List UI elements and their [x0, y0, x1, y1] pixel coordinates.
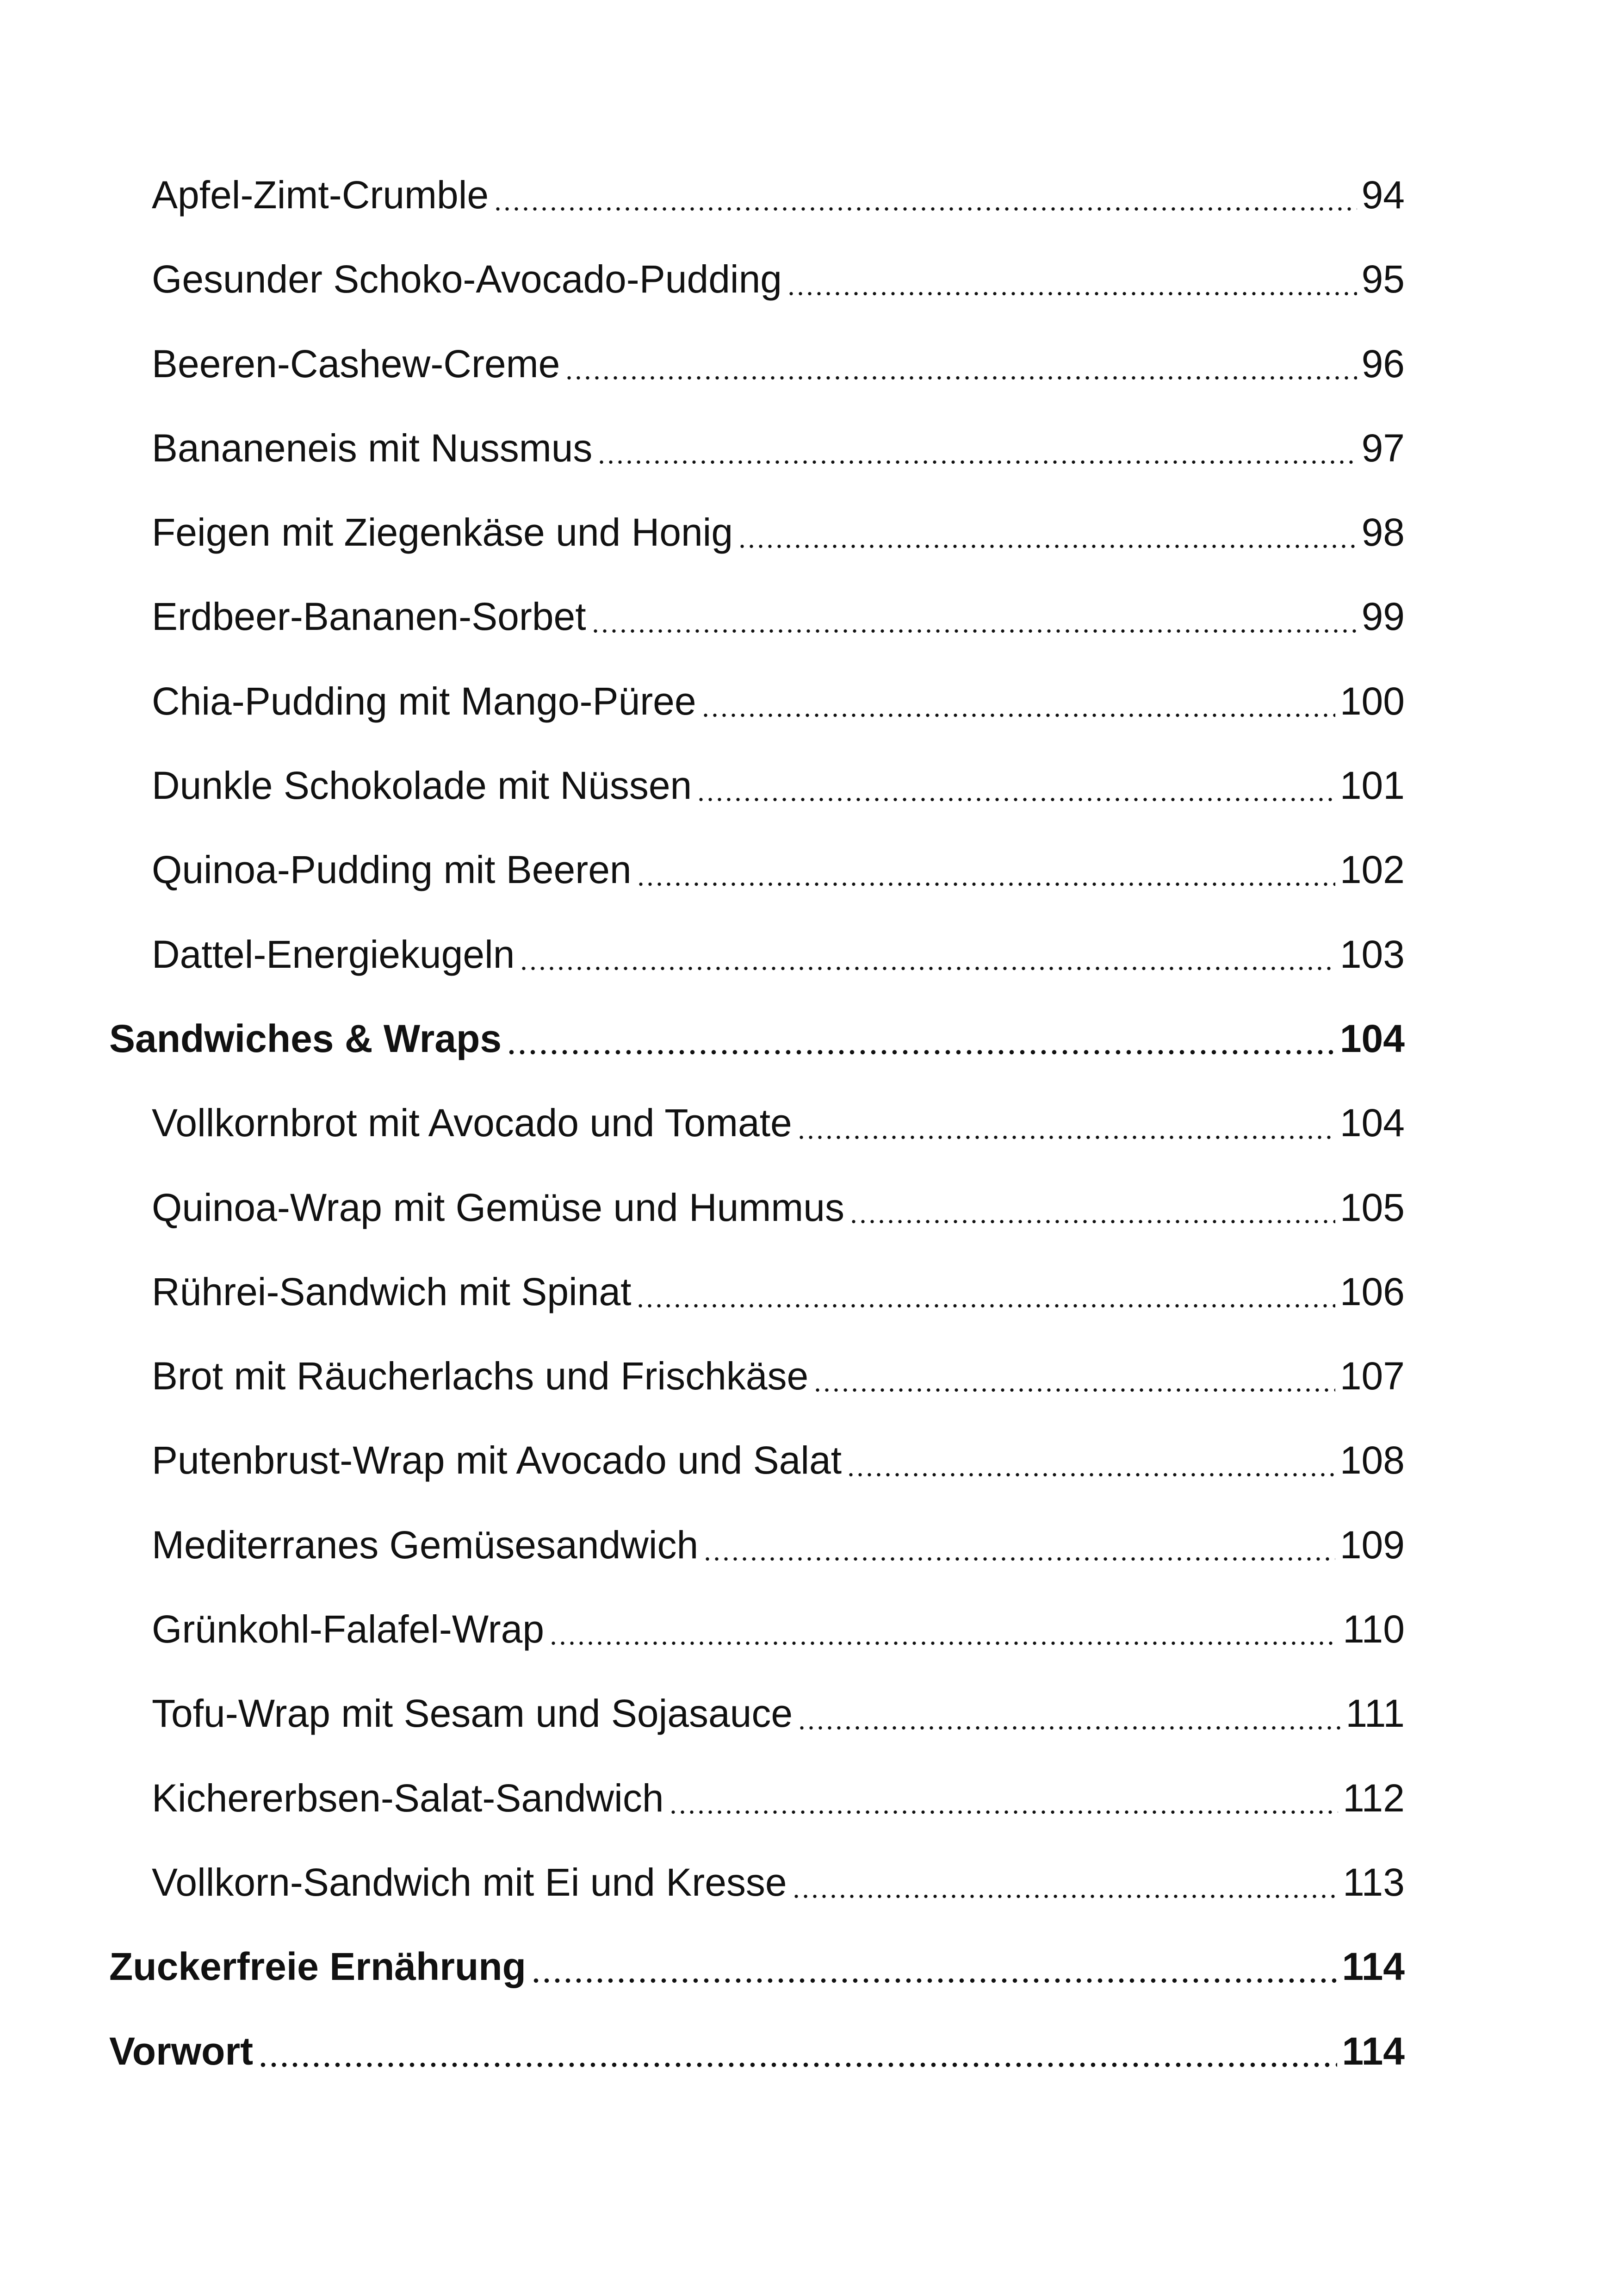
toc-entry-page-number: 95 — [1361, 257, 1405, 301]
toc-entry — [109, 912, 1405, 996]
toc-entry-page-number: 110 — [1343, 1607, 1405, 1651]
toc-entry-title: Mediterranes Gemüsesandwich — [152, 1523, 699, 1567]
dot-leader — [549, 1587, 1338, 1671]
dot-leader — [849, 1165, 1335, 1250]
toc-entry — [109, 1671, 1405, 1755]
toc-entry — [109, 153, 1405, 237]
toc-entry-page-number: 104 — [1339, 1101, 1405, 1145]
dot-leader — [787, 237, 1357, 321]
dot-leader — [738, 490, 1357, 574]
toc-entry — [109, 1840, 1405, 1924]
dot-leader — [493, 153, 1357, 237]
toc-entry-page-number: 99 — [1361, 595, 1405, 639]
toc-entry-page-number: 107 — [1339, 1354, 1405, 1398]
toc-entry — [109, 490, 1405, 574]
toc-entry — [109, 322, 1405, 406]
toc-entry-title: Dattel-Energiekugeln — [152, 932, 515, 976]
dot-leader — [797, 1671, 1341, 1755]
toc-entry-title: Grünkohl-Falafel-Wrap — [152, 1607, 545, 1651]
toc-entry-page-number: 111 — [1345, 1692, 1405, 1736]
dot-leader — [813, 1334, 1335, 1418]
toc-entry-title: Vollkorn-Sandwich mit Ei und Kresse — [152, 1860, 787, 1904]
toc-entry-title: Putenbrust-Wrap mit Avocado und Salat — [152, 1438, 842, 1482]
toc-entry-title: Sandwiches & Wraps — [109, 1016, 502, 1060]
toc-entry — [109, 1503, 1405, 1587]
toc-entry-page-number: 94 — [1361, 173, 1405, 217]
toc-entry — [109, 743, 1405, 828]
toc-entry-page-number: 108 — [1339, 1438, 1405, 1482]
toc-entry — [109, 828, 1405, 912]
toc-entry-title: Beeren-Cashew-Creme — [152, 342, 560, 386]
toc-section-entry — [109, 996, 1405, 1081]
dot-leader — [703, 1503, 1335, 1587]
toc-entry-title: Bananeneis mit Nussmus — [152, 426, 593, 470]
dot-leader — [564, 322, 1357, 406]
toc-section-entry — [109, 1924, 1405, 2009]
toc-entry-title: Chia-Pudding mit Mango-Püree — [152, 679, 696, 723]
toc-entry-page-number: 104 — [1339, 1016, 1405, 1060]
dot-leader — [258, 2009, 1337, 2093]
toc-entry-page-number: 103 — [1339, 932, 1405, 976]
dot-leader — [531, 1924, 1338, 2009]
toc-entry-title: Apfel-Zimt-Crumble — [152, 173, 489, 217]
toc-entry-title: Erdbeer-Bananen-Sorbet — [152, 595, 586, 639]
toc-entry — [109, 406, 1405, 490]
dot-leader — [696, 743, 1335, 828]
toc-entry-page-number: 113 — [1343, 1860, 1405, 1904]
toc-entry — [109, 1756, 1405, 1840]
toc-entry — [109, 1418, 1405, 1502]
toc-entry-page-number: 109 — [1339, 1523, 1405, 1567]
toc-entry-page-number: 96 — [1361, 342, 1405, 386]
toc-entry-page-number: 106 — [1339, 1269, 1405, 1313]
toc-entry-page-number: 102 — [1339, 848, 1405, 892]
toc-entry — [109, 1587, 1405, 1671]
toc-entry-page-number: 100 — [1339, 679, 1405, 723]
dot-leader — [636, 828, 1335, 912]
toc-entry — [109, 1250, 1405, 1334]
dot-leader — [506, 996, 1335, 1081]
dot-leader — [846, 1418, 1335, 1502]
dot-leader — [591, 574, 1357, 659]
toc-entry-title: Kichererbsen-Salat-Sandwich — [152, 1776, 664, 1820]
toc-entry-title: Tofu-Wrap mit Sesam und Sojasauce — [152, 1692, 793, 1736]
toc-entry — [109, 1334, 1405, 1418]
table-of-contents — [109, 153, 1405, 2093]
dot-leader — [669, 1756, 1339, 1840]
dot-leader — [519, 912, 1335, 996]
toc-entry-page-number: 101 — [1339, 764, 1405, 808]
toc-entry — [109, 237, 1405, 321]
toc-entry-title: Vorwort — [109, 2029, 254, 2073]
toc-entry-title: Rührei-Sandwich mit Spinat — [152, 1269, 632, 1313]
toc-entry-title: Dunkle Schokolade mit Nüssen — [152, 764, 692, 808]
toc-entry — [109, 1081, 1405, 1165]
toc-entry-title: Zuckerfreie Ernährung — [109, 1945, 526, 1989]
toc-entry-title: Vollkornbrot mit Avocado und Tomate — [152, 1101, 792, 1145]
toc-entry-page-number: 98 — [1361, 510, 1405, 554]
toc-entry-title: Quinoa-Pudding mit Beeren — [152, 848, 632, 892]
toc-entry-title: Quinoa-Wrap mit Gemüse und Hummus — [152, 1185, 844, 1229]
toc-entry — [109, 1165, 1405, 1250]
toc-entry-title: Feigen mit Ziegenkäse und Honig — [152, 510, 733, 554]
dot-leader — [597, 406, 1357, 490]
dot-leader — [701, 659, 1335, 743]
toc-entry-page-number: 105 — [1339, 1185, 1405, 1229]
toc-entry-page-number: 114 — [1342, 2029, 1405, 2073]
toc-section-entry — [109, 2009, 1405, 2093]
dot-leader — [636, 1250, 1335, 1334]
toc-entry-page-number: 112 — [1343, 1776, 1405, 1820]
toc-entry — [109, 659, 1405, 743]
toc-entry-page-number: 114 — [1342, 1945, 1405, 1989]
toc-entry-title: Brot mit Räucherlachs und Frischkäse — [152, 1354, 809, 1398]
toc-entry-page-number: 97 — [1361, 426, 1405, 470]
toc-entry-title: Gesunder Schoko-Avocado-Pudding — [152, 257, 782, 301]
dot-leader — [792, 1840, 1338, 1924]
toc-entry — [109, 574, 1405, 659]
dot-leader — [797, 1081, 1335, 1165]
